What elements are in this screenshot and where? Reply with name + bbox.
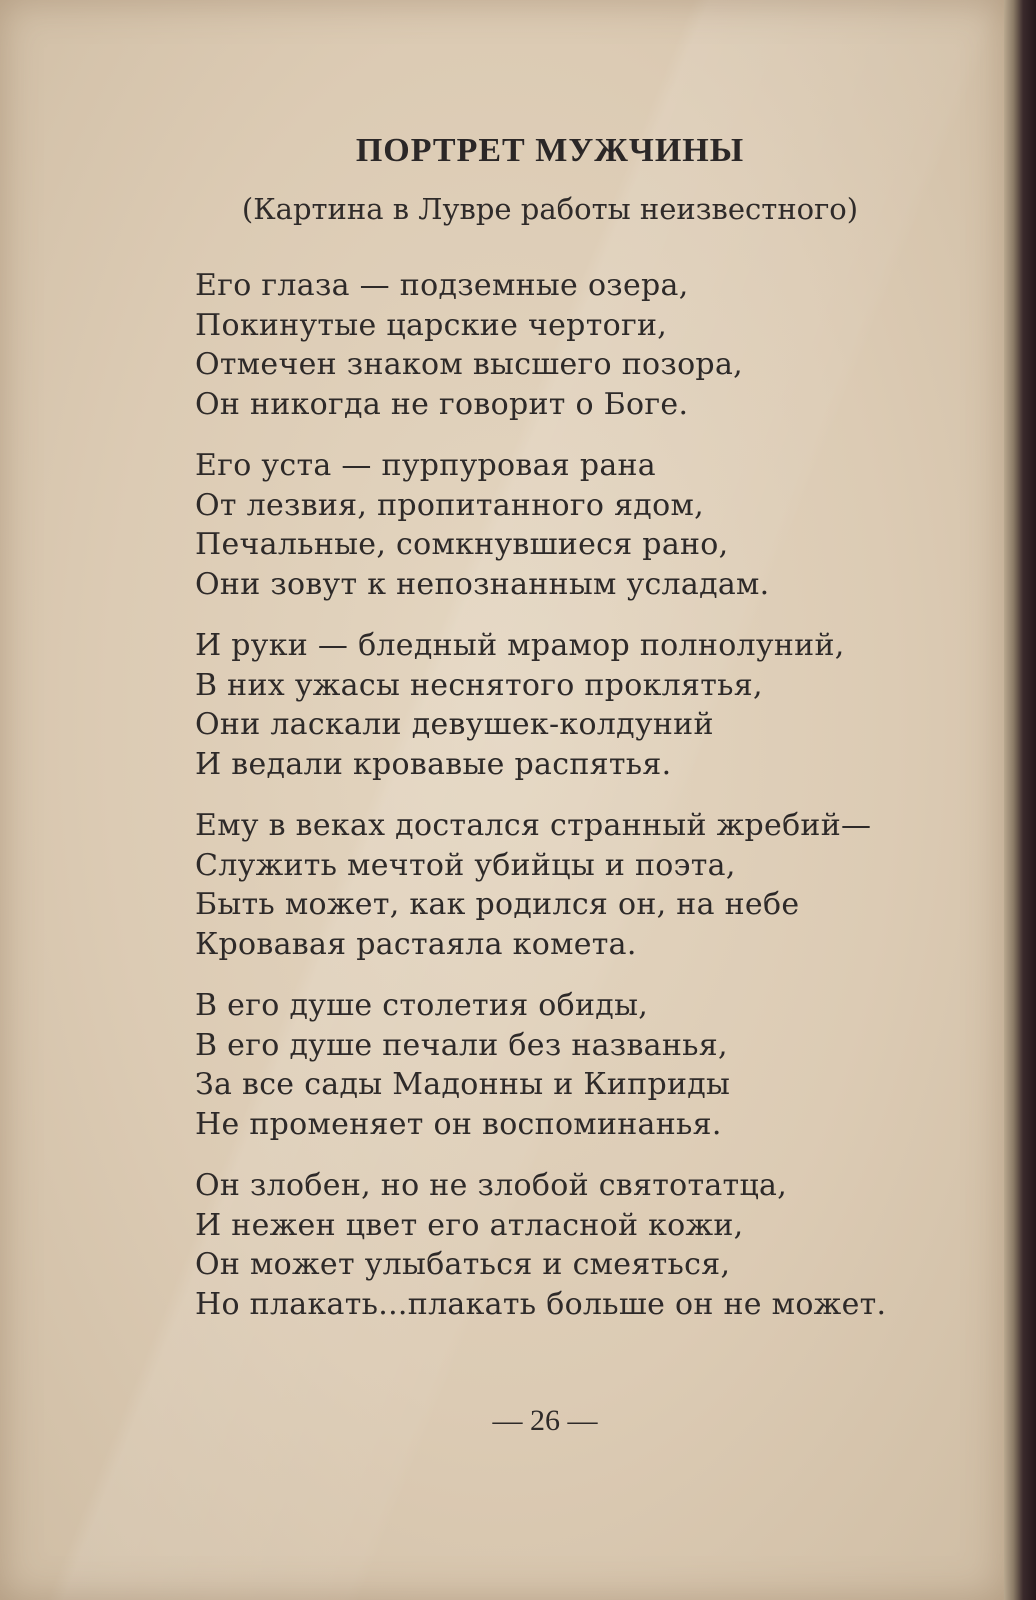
poem-line: Они зовут к непознанным усладам. [195,566,770,602]
stanza [195,446,995,604]
poem-line: Не променяет он воспоминанья. [195,1106,722,1142]
poem-line: Он может улыбаться и смеяться, [195,1247,731,1282]
poem-line: В его душе столетия обиды, [195,988,649,1023]
poem-line: Служить мечтой убийцы и поэта, [195,847,736,883]
poem-subtitle: (Картина в Лувре работы неизвестного) [241,192,859,226]
stanza [195,1166,995,1324]
poem-title: ПОРТРЕТ МУЖЧИНЫ [355,132,745,169]
poem-line: Печальные, сомкнувшиеся рано, [195,527,729,562]
poem-line: Но плакать...плакать больше он не может. [195,1286,887,1322]
stanza [195,986,995,1144]
page-number: — 26 — [492,1404,598,1437]
poem-line: Его глаза — подземные озера, [195,268,689,303]
poem-line: Быть может, как родился он, на небе [195,887,800,922]
poem-line: И ведали кровавые распятья. [195,746,672,782]
stanza [195,266,995,424]
poem-line: От лезвия, пропитанного ядом, [195,487,704,523]
poem-line: И руки — бледный мрамор полнолуний, [195,628,845,663]
poem-line: Его уста — пурпуровая рана [195,448,656,483]
page-edge [1004,0,1036,1600]
poem-line: В них ужасы неснятого проклятья, [195,667,763,703]
poem-line: Кровавая растаяла комета. [195,926,637,962]
poem-line: Покинутые царские чертоги, [195,307,668,343]
poem-line: И нежен цвет его атласной кожи, [195,1207,744,1243]
poem-line: Ему в веках достался странный жребий— [195,808,872,843]
poem-line: В его душе печали без названья, [195,1027,728,1063]
stanza [195,626,995,784]
poem-line: За все сады Мадонны и Киприды [195,1067,731,1102]
poem-line: Отмечен знаком высшего позора, [195,347,743,382]
poem-line: Они ласкали девушек-колдуний [195,707,714,742]
poem-line: Он никогда не говорит о Боге. [195,386,689,422]
poem-line: Он злобен, но не злобой святотатца, [195,1168,788,1203]
poem-body [195,266,995,1346]
stanza [195,806,995,964]
